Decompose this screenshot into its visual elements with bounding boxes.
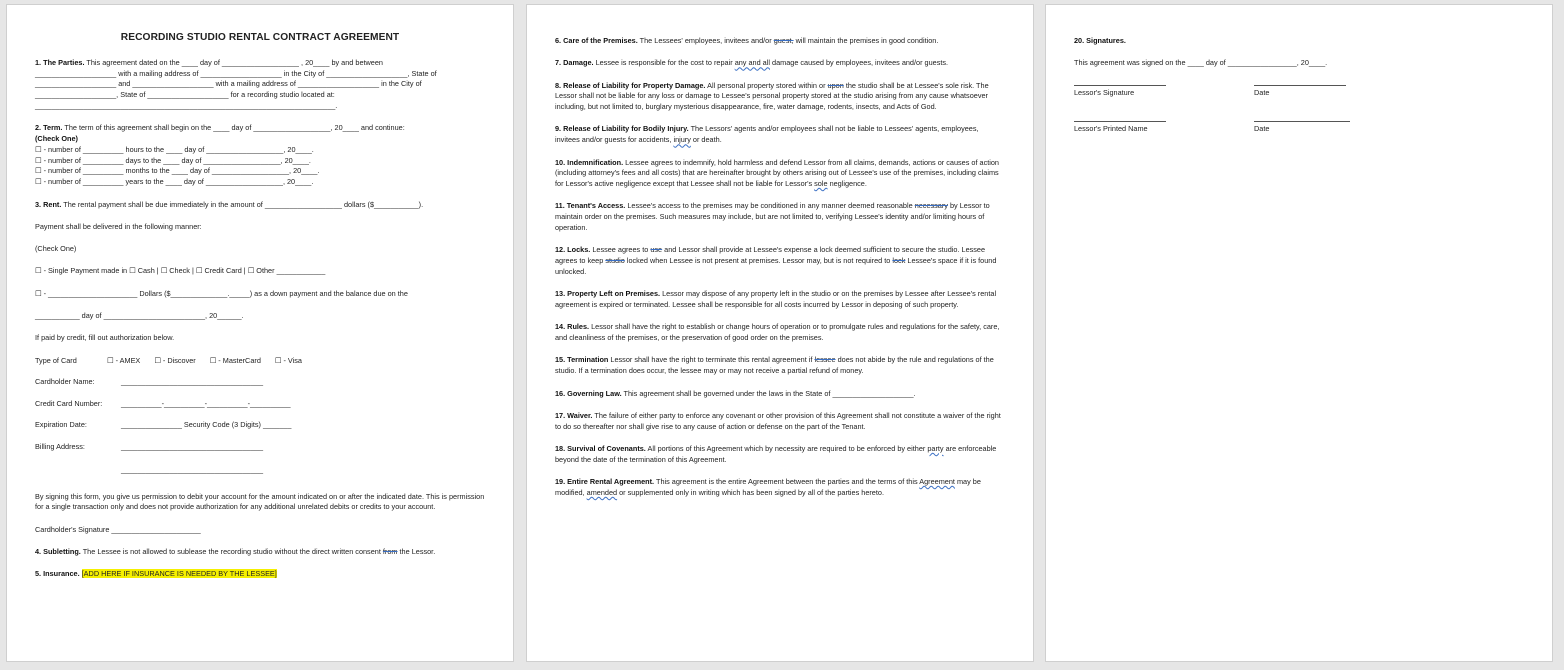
signature-grid xyxy=(1074,85,1524,135)
term-option-days[interactable]: ☐ - number of __________ days to the ____ day of ___________________, 20____. xyxy=(35,155,311,165)
expiration-row: Expiration Date: _______________ Security Code (3 Digits) _______ xyxy=(35,420,292,430)
section-indemnification: 10. Indemnification. Lessee agrees to indemnify, hold harmless and defend Lessor from all claims, demands, actions or causes of action (including attorney's fees and all costs) that are hereinafter brought by others arising out of Lessee's use of the premises, including claims for Lessor's active negligence except that Lessee shall not be liable for Lessor's sole negligence. xyxy=(555,157,999,189)
section-rent: 3. Rent. The rental payment shall be due immediately in the amount of ___________________ dollars ($___________). xyxy=(35,199,424,209)
billing-row-2 xyxy=(35,465,485,476)
section-heading: 5. Insurance. xyxy=(35,569,80,579)
section-termination: 15. Termination Lessor shall have the right to terminate this rental agreement if lessee does not abide by the rule and regulations of the studio. If a termination does occur, the lessee may or may not receive a partial refund of money. xyxy=(555,355,994,376)
term-option-months[interactable]: ☐ - number of __________ months to the ____ day of ___________________, 20____. xyxy=(35,166,320,176)
single-payment-option[interactable]: ☐ - Single Payment made in ☐ Cash | ☐ Check | ☐ Credit Card | ☐ Other ____________ xyxy=(35,266,326,276)
section-locks: 12. Locks. Lessee agrees to use and Lessor shall provide at Lessee's expense a lock deemed sufficient to secure the studio. Lessee agrees to keep studio locked when Lessee is not present at premises. Lessor may, but is not required to lock Lessee's space if it is found unlocked. xyxy=(555,245,997,276)
section-property-left: 13. Property Left on Premises. Lessor may dispose of any property left in the studio or on the premises by Lessee after Lessee's rental agreement is expired or terminated. Lessee shall be responsible for all costs incurred by Lessor in deposing of such property. xyxy=(555,289,997,310)
card-amex-checkbox[interactable]: ☐ - AMEX xyxy=(107,355,141,365)
section-heading: 1. The Parties. xyxy=(35,57,85,67)
section-entire-agreement: 19. Entire Rental Agreement. This agreement is the entire Agreement between the parties and the terms of this Agreement may be modified, amended or supplemented only in writing which has been signed by all of the parties hereto. xyxy=(555,477,981,497)
section-heading: 4. Subletting. xyxy=(35,547,81,556)
section-heading: 2. Term. xyxy=(35,123,63,133)
cardholder-signature[interactable]: Cardholder's Signature ______________________ xyxy=(35,524,201,534)
section-signatures: 20. Signatures. xyxy=(1074,36,1126,45)
section-damage: 7. Damage. Lessee is responsible for the cost to repair any and all damage caused by employees, invitees and/or guests. xyxy=(555,58,949,68)
expiration-field[interactable]: _______________ Security Code (3 Digits) _______ xyxy=(121,420,292,430)
authorization-text: By signing this form, you give us permission to debit your account for the amount indicated on or after the indicated date. This is permission for a single transaction only and does not provide authorization for any additional unrelated debits or credits to your account. xyxy=(35,491,485,512)
cardholder-row: Cardholder Name: ___________________________________ xyxy=(35,377,264,387)
card-mastercard-checkbox[interactable]: ☐ - MasterCard xyxy=(209,355,261,365)
insurance-placeholder[interactable]: [ADD HERE IF INSURANCE IS NEEDED BY THE LESSEE] xyxy=(81,569,277,579)
term-option-years[interactable]: ☐ - number of __________ years to the ____ day of ___________________, 20____. xyxy=(35,177,314,187)
section-waiver: 17. Waiver. The failure of either party to enforce any covenant or other provision of this Agreement shall not constitute a waiver of the right to do so thereafter nor shall give rise to any cause of action or defense on the part of the Tenant. xyxy=(555,410,1001,431)
lessor-signature-field[interactable]: Lessor's Signature xyxy=(1074,85,1166,99)
section-property-damage: 8. Release of Liability for Property Damage. All personal property stored within or upon the studio shall be at Lessee's sole risk. The Lessor shall not be liable for any loss or damage to Lessee's personal property stored at the studio arising from any cause whatsoever including, but not limited to, burglary mysterious disappearance, fire, water damage, rodents, insects, and Acts of God. xyxy=(555,80,989,112)
signed-date-line[interactable]: This agreement was signed on the ____ day of _________________, 20____. xyxy=(1074,58,1328,68)
credit-note: If paid by credit, fill out authorization below. xyxy=(35,333,175,343)
document-page-2 xyxy=(526,4,1034,662)
section-care: 6. Care of the Premises. The Lessees' employees, invitees and/or guest, will maintain the premises in good condition. xyxy=(555,36,939,45)
section-governing-law: 16. Governing Law. This agreement shall be governed under the laws in the State of ____________________. xyxy=(555,388,916,398)
card-type-row xyxy=(35,356,485,367)
section-bodily-injury: 9. Release of Liability for Bodily Injury. The Lessors' agents and/or employees shall not be liable to Lessees' agents, employees, invitees and/or guests for accidents, injury or death. xyxy=(555,124,979,145)
billing-field-2[interactable]: ___________________________________ xyxy=(121,464,264,474)
section-rules: 14. Rules. Lessor shall have the right to establish or change hours of operation or to promulgate rules and regulations for the safety, care, and cleanliness of the premises, or the preservation of good order on the premises. xyxy=(555,322,1000,343)
section-term: 2. Term. The term of this agreement shall begin on the ____ day of ___________________, 20____ and continue: (Check One) ☐ - number of __________ hours to the ____ day of ___________________, 20____. ☐ - number of __________ days to the ____ day of ___________________, 20____. ☐ - number of __________ months to the ____ day of ___________________, 20____. ☐ - number of __________ years to the ____ day of ___________________, 20____. xyxy=(35,123,405,187)
down-payment-option[interactable]: ☐ - ______________________ Dollars ($______________._____) as a down payment and the balance due on the xyxy=(35,288,408,298)
document-page-3 xyxy=(1045,4,1553,662)
date-field-2[interactable]: Date xyxy=(1254,121,1350,135)
lessor-printed-name-field[interactable]: Lessor's Printed Name xyxy=(1074,121,1166,135)
billing-field-1[interactable]: ___________________________________ xyxy=(121,442,264,452)
ccnum-field[interactable]: __________-__________-__________-__________ xyxy=(121,398,291,408)
card-discover-checkbox[interactable]: ☐ - Discover xyxy=(154,355,196,365)
section-parties: 1. The Parties. This agreement dated on the ____ day of ___________________ , 20____ by and between ____________________ with a mailing address of ____________________ in the City of ____________________, State of ____________________ and ____________________ with a mailing address of ____________________ in the City of ____________________, State of ____________________ for a recording studio located at: __________________________________________________________________________. xyxy=(35,57,437,110)
section-subletting: 4. Subletting. The Lessee is not allowed to sublease the recording studio without the direct written consent from the Lessor. xyxy=(35,547,436,556)
section-insurance xyxy=(35,569,485,580)
section-survival: 18. Survival of Covenants. All portions of this Agreement which by necessity are required to be enforced by either party are enforceable beyond the date of the termination of this Agreement. xyxy=(555,443,997,464)
term-option-hours[interactable]: ☐ - number of __________ hours to the ____ day of ___________________, 20____. xyxy=(35,144,314,154)
document-page-1 xyxy=(6,4,514,662)
payment-manner: Payment shall be delivered in the following manner: xyxy=(35,221,202,231)
section-access: 11. Tenant's Access. Lessee's access to the premises may be conditioned in any manner deemed reasonable necessary by Lessor to maintain order on the premises. Such measures may include, but are not limited to, verifying Lessee's identity and/or limiting hours of operation. xyxy=(555,201,990,233)
section-heading: 3. Rent. xyxy=(35,199,62,209)
down-payment-date: ___________ day of _________________________, 20______. xyxy=(35,311,244,321)
check-one-label: (Check One) xyxy=(35,244,77,254)
card-type-label: Type of Card xyxy=(35,355,77,365)
billing-row: Billing Address: ___________________________________ xyxy=(35,442,264,452)
date-field-1[interactable]: Date xyxy=(1254,85,1346,99)
card-visa-checkbox[interactable]: ☐ - Visa xyxy=(274,355,302,365)
document-title: RECORDING STUDIO RENTAL CONTRACT AGREEMENT xyxy=(120,32,400,43)
tracked-change: from xyxy=(382,547,398,556)
ccnum-row: Credit Card Number: __________-__________-__________-__________ xyxy=(35,398,291,408)
cardholder-field[interactable]: ___________________________________ xyxy=(121,377,264,387)
